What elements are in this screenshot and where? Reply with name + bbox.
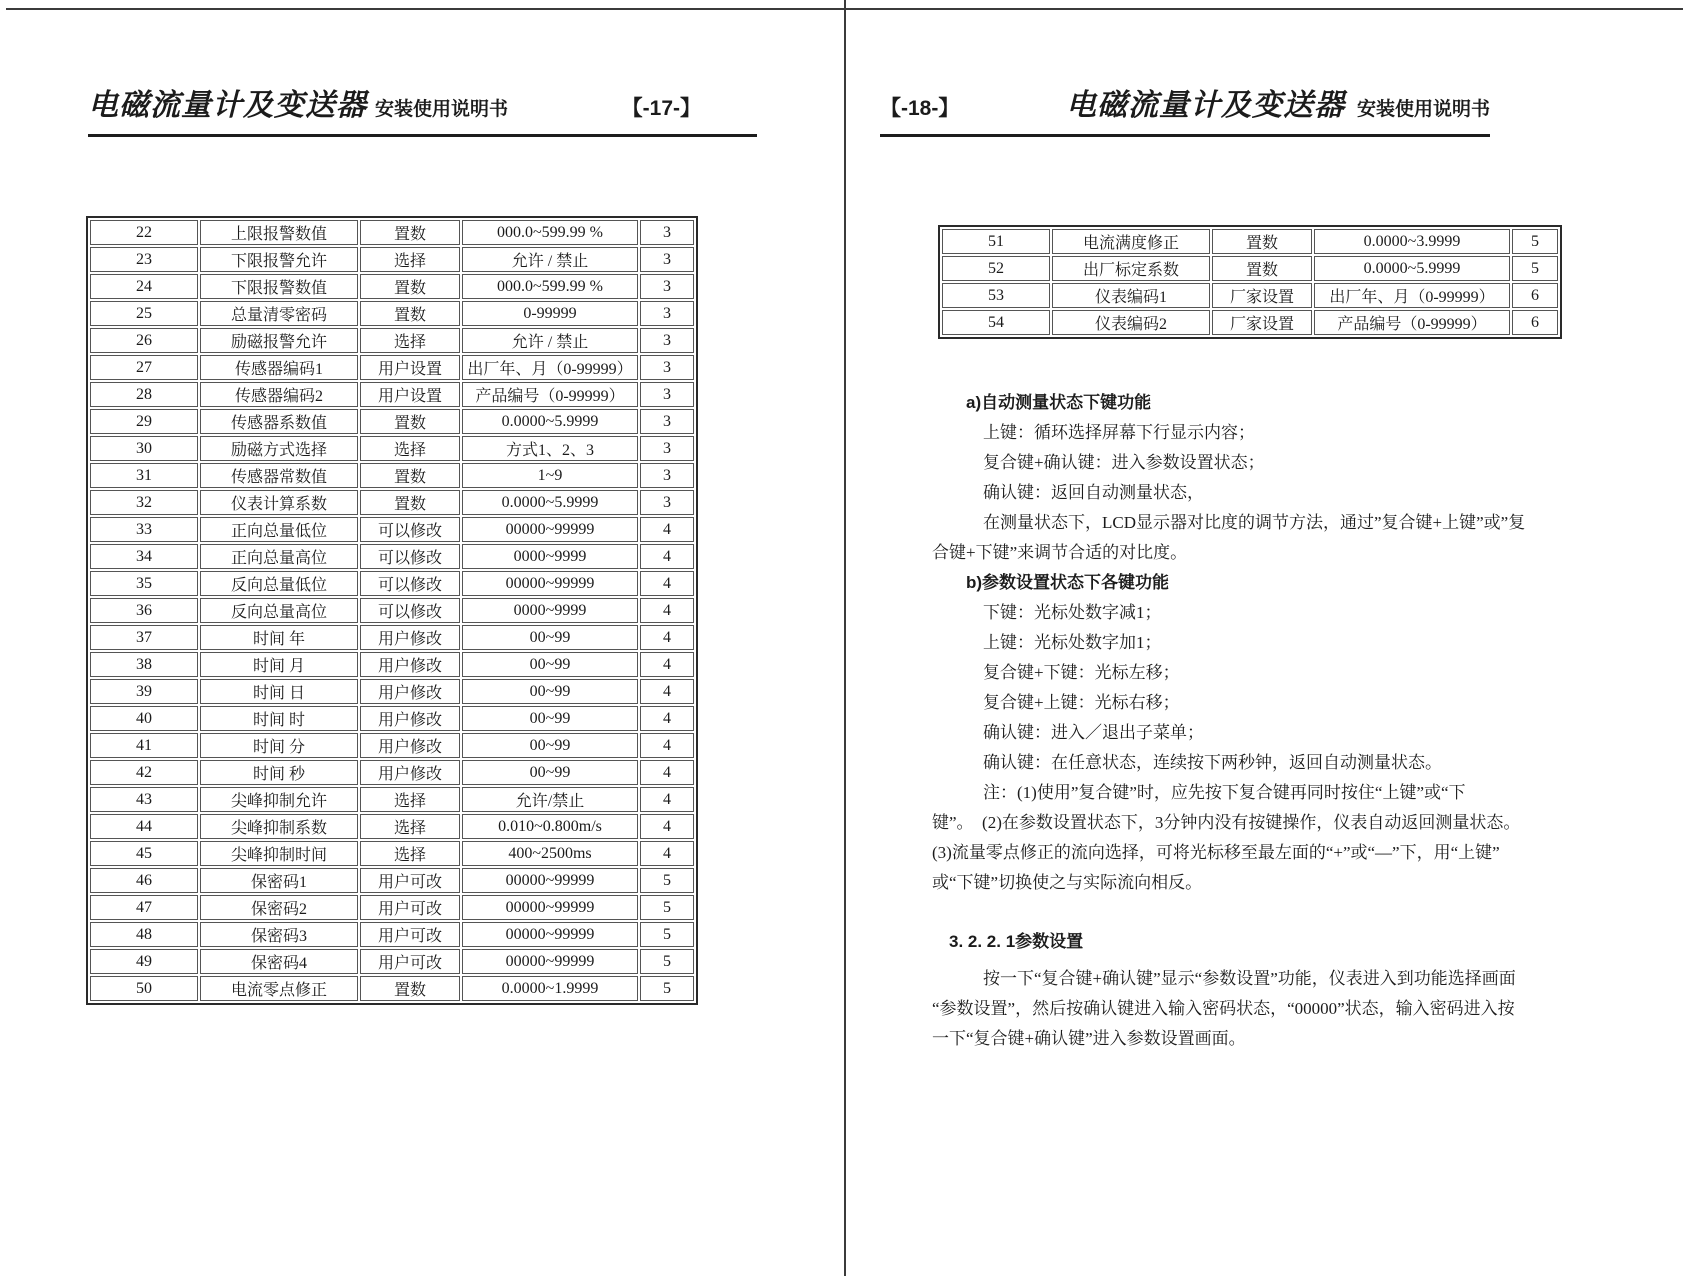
param-name-cell: 传感器常数值: [200, 463, 358, 488]
text-line: 按一下“复合键+确认键”显示“参数设置”功能，仪表进入到功能选择画面: [932, 969, 1516, 988]
param-level-cell: 4: [640, 598, 694, 623]
param-number-cell: 49: [90, 949, 198, 974]
text-line: 确认键：进入／退出子菜单；: [932, 723, 1204, 742]
param-level-cell: 5: [640, 976, 694, 1001]
param-name-cell: 时间 月: [200, 652, 358, 677]
param-type-cell: 用户可改: [360, 868, 460, 893]
param-number-cell: 43: [90, 787, 198, 812]
param-number-cell: 31: [90, 463, 198, 488]
table-row: [90, 436, 694, 461]
param-number-cell: 33: [90, 517, 198, 542]
page-17-header: [88, 80, 757, 137]
param-level-cell: 3: [640, 382, 694, 407]
param-number-cell: 30: [90, 436, 198, 461]
table-row: [90, 814, 694, 839]
param-name-cell: 时间 分: [200, 733, 358, 758]
table-row: [90, 247, 694, 272]
param-setting-heading: 3. 2. 2. 1参数设置: [932, 932, 1084, 951]
param-type-cell: 厂家设置: [1212, 283, 1312, 308]
param-range-cell: 出厂年、月（0-99999）: [1314, 283, 1510, 308]
param-name-cell: 仪表编码2: [1052, 310, 1210, 335]
param-number-cell: 50: [90, 976, 198, 1001]
table-row: [942, 229, 1558, 254]
param-type-cell: 用户修改: [360, 679, 460, 704]
param-number-cell: 25: [90, 301, 198, 326]
param-number-cell: 39: [90, 679, 198, 704]
param-range-cell: 000.0~599.99 %: [462, 274, 638, 299]
param-level-cell: 3: [640, 409, 694, 434]
param-name-cell: 正向总量低位: [200, 517, 358, 542]
key-function-sections: [932, 388, 1600, 1054]
table-row: [942, 256, 1558, 281]
param-name-cell: 下限报警允许: [200, 247, 358, 272]
param-type-cell: 用户修改: [360, 733, 460, 758]
param-range-cell: 0000~9999: [462, 598, 638, 623]
param-type-cell: 选择: [360, 787, 460, 812]
param-number-cell: 37: [90, 625, 198, 650]
table-row: [90, 328, 694, 353]
text-line: “参数设置”，然后按确认键进入输入密码状态，“00000”状态，输入密码进入按: [932, 999, 1515, 1018]
param-level-cell: 3: [640, 355, 694, 380]
manual-subtitle: 安装使用说明书: [375, 99, 509, 120]
param-level-cell: 3: [640, 220, 694, 245]
param-range-cell: 00~99: [462, 760, 638, 785]
param-level-cell: 5: [640, 868, 694, 893]
param-type-cell: 置数: [1212, 229, 1312, 254]
param-type-cell: 置数: [360, 409, 460, 434]
table-row: [90, 787, 694, 812]
table-row: [90, 868, 694, 893]
param-number-cell: 46: [90, 868, 198, 893]
table-row: [90, 652, 694, 677]
param-type-cell: 置数: [1212, 256, 1312, 281]
param-name-cell: 传感器编码1: [200, 355, 358, 380]
param-type-cell: 可以修改: [360, 544, 460, 569]
manual-subtitle: 安装使用说明书: [1356, 99, 1490, 120]
text-line: 下键：光标处数字减1；: [932, 603, 1162, 622]
param-name-cell: 保密码4: [200, 949, 358, 974]
table-row: [90, 760, 694, 785]
param-name-cell: 仪表计算系数: [200, 490, 358, 515]
param-range-cell: 00000~99999: [462, 571, 638, 596]
param-range-cell: 产品编号（0-99999）: [462, 382, 638, 407]
param-name-cell: 尖峰抑制系数: [200, 814, 358, 839]
param-range-cell: 000.0~599.99 %: [462, 220, 638, 245]
page-18-header: [880, 80, 1490, 137]
param-number-cell: 48: [90, 922, 198, 947]
param-type-cell: 选择: [360, 436, 460, 461]
param-range-cell: 0-99999: [462, 301, 638, 326]
param-level-cell: 4: [640, 706, 694, 731]
table-row: [90, 976, 694, 1001]
param-range-cell: 允许 / 禁止: [462, 247, 638, 272]
param-type-cell: 置数: [360, 976, 460, 1001]
param-range-cell: 0.0000~3.9999: [1314, 229, 1510, 254]
text-line: 复合键+确认键：进入参数设置状态；: [932, 453, 1265, 472]
param-range-cell: 00000~99999: [462, 517, 638, 542]
manual-title: 电磁流量计及变送器: [1065, 89, 1345, 122]
param-level-cell: 4: [640, 787, 694, 812]
param-number-cell: 26: [90, 328, 198, 353]
param-name-cell: 仪表编码1: [1052, 283, 1210, 308]
page-number-18: 【-18-】: [880, 97, 960, 120]
param-name-cell: 尖峰抑制允许: [200, 787, 358, 812]
param-name-cell: 时间 时: [200, 706, 358, 731]
param-level-cell: 3: [640, 274, 694, 299]
param-range-cell: 允许 / 禁止: [462, 328, 638, 353]
param-name-cell: 传感器系数值: [200, 409, 358, 434]
param-type-cell: 用户修改: [360, 625, 460, 650]
param-name-cell: 励磁报警允许: [200, 328, 358, 353]
param-number-cell: 42: [90, 760, 198, 785]
param-level-cell: 4: [640, 517, 694, 542]
param-type-cell: 用户可改: [360, 922, 460, 947]
param-number-cell: 47: [90, 895, 198, 920]
table-row: [90, 895, 694, 920]
param-type-cell: 用户设置: [360, 382, 460, 407]
param-type-cell: 置数: [360, 220, 460, 245]
param-range-cell: 00~99: [462, 679, 638, 704]
param-type-cell: 可以修改: [360, 571, 460, 596]
table-row: [90, 625, 694, 650]
param-number-cell: 29: [90, 409, 198, 434]
param-type-cell: 选择: [360, 247, 460, 272]
param-level-cell: 3: [640, 436, 694, 461]
param-range-cell: 0000~9999: [462, 544, 638, 569]
param-range-cell: 00~99: [462, 706, 638, 731]
param-name-cell: 正向总量高位: [200, 544, 358, 569]
param-level-cell: 4: [640, 652, 694, 677]
param-name-cell: 保密码1: [200, 868, 358, 893]
param-type-cell: 用户设置: [360, 355, 460, 380]
param-level-cell: 5: [1512, 256, 1558, 281]
param-type-cell: 置数: [360, 490, 460, 515]
text-line: 复合键+上键：光标右移；: [932, 693, 1180, 712]
table-row: [90, 598, 694, 623]
param-type-cell: 用户修改: [360, 706, 460, 731]
page-17: [0, 0, 844, 1276]
param-type-cell: 置数: [360, 463, 460, 488]
text-line: 一下“复合键+确认键”进入参数设置画面。: [932, 1029, 1246, 1048]
text-line: 复合键+下键：光标左移；: [932, 663, 1180, 682]
param-type-cell: 厂家设置: [1212, 310, 1312, 335]
param-level-cell: 4: [640, 814, 694, 839]
param-range-cell: 出厂年、月（0-99999）: [462, 355, 638, 380]
param-name-cell: 上限报警数值: [200, 220, 358, 245]
param-number-cell: 45: [90, 841, 198, 866]
param-name-cell: 时间 年: [200, 625, 358, 650]
param-name-cell: 电流满度修正: [1052, 229, 1210, 254]
param-level-cell: 5: [1512, 229, 1558, 254]
param-number-cell: 40: [90, 706, 198, 731]
param-type-cell: 可以修改: [360, 517, 460, 542]
param-range-cell: 00000~99999: [462, 868, 638, 893]
param-number-cell: 35: [90, 571, 198, 596]
param-range-cell: 00~99: [462, 652, 638, 677]
param-name-cell: 总量清零密码: [200, 301, 358, 326]
section-a-heading: a)自动测量状态下键功能: [932, 393, 1152, 412]
param-number-cell: 44: [90, 814, 198, 839]
section-b-heading: b)参数设置状态下各键功能: [932, 573, 1170, 592]
param-number-cell: 52: [942, 256, 1050, 281]
param-level-cell: 3: [640, 328, 694, 353]
param-range-cell: 0.0000~1.9999: [462, 976, 638, 1001]
param-level-cell: 3: [640, 247, 694, 272]
param-type-cell: 用户修改: [360, 652, 460, 677]
param-level-cell: 5: [640, 922, 694, 947]
page-18-title-group: [1066, 80, 1490, 124]
param-level-cell: 5: [640, 949, 694, 974]
table-row: [90, 841, 694, 866]
table-row: [90, 301, 694, 326]
table-row: [90, 463, 694, 488]
text-line: 确认键：返回自动测量状态，: [932, 483, 1204, 502]
param-range-cell: 0.0000~5.9999: [462, 409, 638, 434]
param-name-cell: 传感器编码2: [200, 382, 358, 407]
param-range-cell: 400~2500ms: [462, 841, 638, 866]
param-range-cell: 1~9: [462, 463, 638, 488]
param-name-cell: 反向总量高位: [200, 598, 358, 623]
param-range-cell: 00000~99999: [462, 949, 638, 974]
page-18: [846, 0, 1689, 1276]
table-row: [90, 733, 694, 758]
param-range-cell: 产品编号（0-99999）: [1314, 310, 1510, 335]
table-row: [90, 382, 694, 407]
param-type-cell: 选择: [360, 328, 460, 353]
param-level-cell: 4: [640, 679, 694, 704]
text-line: 或“下键”切换使之与实际流向相反。: [932, 873, 1203, 892]
param-level-cell: 4: [640, 841, 694, 866]
param-type-cell: 用户可改: [360, 895, 460, 920]
table-row: [90, 571, 694, 596]
param-name-cell: 时间 秒: [200, 760, 358, 785]
param-number-cell: 22: [90, 220, 198, 245]
param-range-cell: 0.010~0.800m/s: [462, 814, 638, 839]
param-range-cell: 00000~99999: [462, 922, 638, 947]
param-type-cell: 用户修改: [360, 760, 460, 785]
param-number-cell: 27: [90, 355, 198, 380]
table-row: [90, 220, 694, 245]
param-name-cell: 尖峰抑制时间: [200, 841, 358, 866]
param-level-cell: 4: [640, 625, 694, 650]
param-number-cell: 24: [90, 274, 198, 299]
param-number-cell: 53: [942, 283, 1050, 308]
param-range-cell: 00000~99999: [462, 895, 638, 920]
param-level-cell: 3: [640, 301, 694, 326]
section-a-body: [932, 418, 1600, 568]
param-number-cell: 36: [90, 598, 198, 623]
parameter-table-22-50: [86, 216, 698, 1005]
page-number-17: 【-17-】: [621, 97, 701, 120]
table-row: [942, 283, 1558, 308]
param-type-cell: 可以修改: [360, 598, 460, 623]
table-row: [90, 949, 694, 974]
param-range-cell: 00~99: [462, 625, 638, 650]
param-name-cell: 反向总量低位: [200, 571, 358, 596]
table-row: [90, 490, 694, 515]
table-row: [90, 706, 694, 731]
param-number-cell: 23: [90, 247, 198, 272]
param-number-cell: 41: [90, 733, 198, 758]
table-row: [90, 274, 694, 299]
table-row: [90, 679, 694, 704]
param-name-cell: 出厂标定系数: [1052, 256, 1210, 281]
text-line: 合键+下键”来调节合适的对比度。: [932, 543, 1188, 562]
param-name-cell: 下限报警数值: [200, 274, 358, 299]
table-row: [90, 544, 694, 569]
text-line: 键”。 (2)在参数设置状态下，3分钟内没有按键操作，仪表自动返回测量状态。: [932, 813, 1521, 832]
param-type-cell: 选择: [360, 841, 460, 866]
text-line: 确认键：在任意状态，连续按下两秒钟，返回自动测量状态。: [932, 753, 1442, 772]
param-range-cell: 允许/禁止: [462, 787, 638, 812]
text-line: 上键：循环选择屏幕下行显示内容；: [932, 423, 1255, 442]
param-level-cell: 4: [640, 544, 694, 569]
section-b-body: [932, 598, 1600, 898]
param-level-cell: 3: [640, 490, 694, 515]
table-row: [90, 517, 694, 542]
param-setting-body: [932, 964, 1600, 1054]
manual-title: 电磁流量计及变送器: [88, 89, 367, 122]
param-number-cell: 54: [942, 310, 1050, 335]
table-row: [942, 310, 1558, 335]
param-type-cell: 置数: [360, 274, 460, 299]
param-level-cell: 6: [1512, 310, 1558, 335]
param-name-cell: 励磁方式选择: [200, 436, 358, 461]
table-row: [90, 355, 694, 380]
table-row: [90, 409, 694, 434]
param-range-cell: 方式1、2、3: [462, 436, 638, 461]
text-line: 在测量状态下，LCD显示器对比度的调节方法，通过”复合键+上键”或”复: [932, 513, 1526, 532]
param-range-cell: 0.0000~5.9999: [462, 490, 638, 515]
param-number-cell: 51: [942, 229, 1050, 254]
param-name-cell: 时间 日: [200, 679, 358, 704]
text-line: (3)流量零点修正的流向选择，可将光标移至最左面的“+”或“—”下，用“上键”: [932, 843, 1500, 862]
param-level-cell: 4: [640, 571, 694, 596]
param-number-cell: 28: [90, 382, 198, 407]
text-line: 注：(1)使用”复合键”时，应先按下复合键再同时按住“上键”或“下: [932, 783, 1466, 802]
param-level-cell: 6: [1512, 283, 1558, 308]
param-number-cell: 32: [90, 490, 198, 515]
param-level-cell: 4: [640, 733, 694, 758]
param-name-cell: 保密码3: [200, 922, 358, 947]
param-type-cell: 选择: [360, 814, 460, 839]
param-level-cell: 3: [640, 463, 694, 488]
param-number-cell: 34: [90, 544, 198, 569]
param-range-cell: 00~99: [462, 733, 638, 758]
parameter-table-51-54: [938, 225, 1562, 339]
param-number-cell: 38: [90, 652, 198, 677]
param-name-cell: 保密码2: [200, 895, 358, 920]
param-range-cell: 0.0000~5.9999: [1314, 256, 1510, 281]
param-type-cell: 置数: [360, 301, 460, 326]
param-level-cell: 5: [640, 895, 694, 920]
param-name-cell: 电流零点修正: [200, 976, 358, 1001]
text-line: 上键：光标处数字加1；: [932, 633, 1162, 652]
table-row: [90, 922, 694, 947]
param-level-cell: 4: [640, 760, 694, 785]
param-type-cell: 用户可改: [360, 949, 460, 974]
